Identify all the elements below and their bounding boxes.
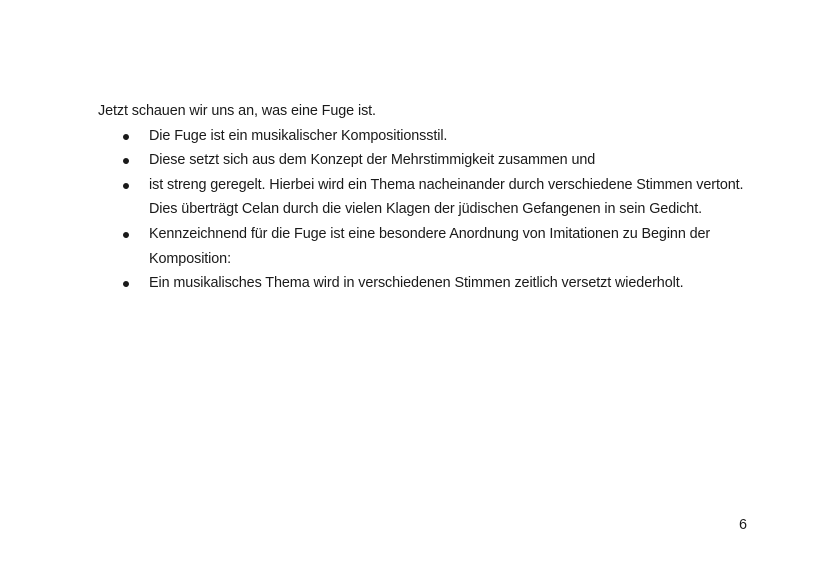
list-item <box>98 271 748 296</box>
list-item-text: Diese setzt sich aus dem Konzept der Mehrstimmigkeit zusammen und <box>149 152 596 169</box>
bullet-icon <box>123 232 129 238</box>
list-item-text: Die Fuge ist ein musikalischer Kompositionsstil. <box>149 127 448 144</box>
list-item <box>98 173 748 222</box>
list-item <box>98 124 748 149</box>
bullet-icon <box>123 134 129 140</box>
page-number: 6 <box>739 517 748 533</box>
list-item <box>98 222 748 271</box>
list-item-text: Kennzeichnend für die Fuge ist eine besondere Anordnung von Imitationen zu Beginn der Komposition: <box>149 225 711 267</box>
bullet-list <box>98 124 748 296</box>
bullet-icon <box>123 158 129 164</box>
list-item <box>98 148 748 173</box>
page-content <box>98 99 748 296</box>
list-item-text: Ein musikalisches Thema wird in verschiedenen Stimmen zeitlich versetzt wiederholt. <box>149 275 684 292</box>
list-item-text: ist streng geregelt. Hierbei wird ein Thema nacheinander durch verschiedene Stimmen vertont. Dies überträgt Celan durch die vielen Klagen der jüdischen Gefangenen in sein Gedicht. <box>149 176 744 218</box>
bullet-icon <box>123 281 129 287</box>
intro-text: Jetzt schauen wir uns an, was eine Fuge ist. <box>98 103 376 119</box>
bullet-icon <box>123 183 129 189</box>
